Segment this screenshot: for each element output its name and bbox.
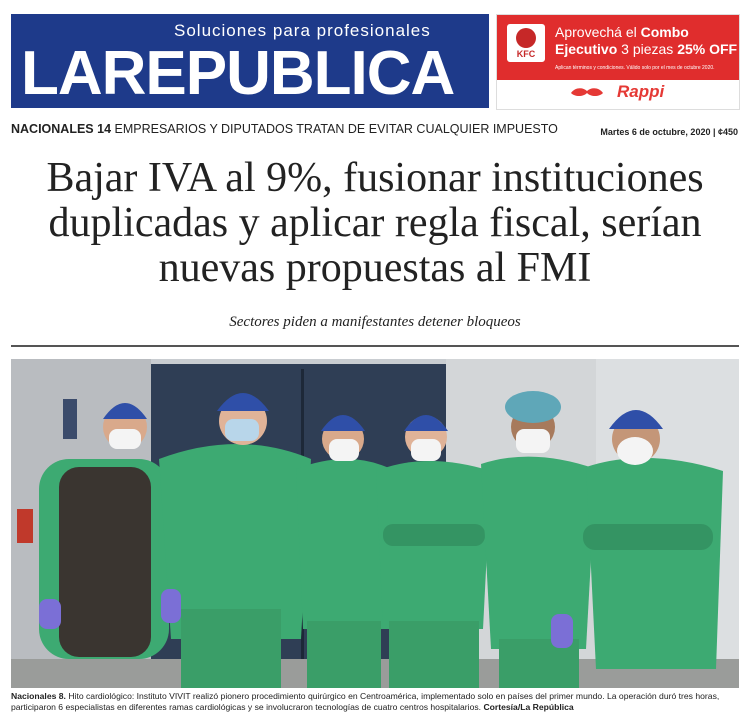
kfc-rappi-ad[interactable] <box>496 14 740 110</box>
ad-line-2: Ejecutivo 3 piezas 25% OFF <box>555 41 738 57</box>
kfc-logo-text: KFC <box>516 49 536 59</box>
kfc-logo-icon <box>507 24 545 62</box>
photo-caption <box>11 691 739 713</box>
masthead[interactable] <box>11 14 489 108</box>
subheadline[interactable]: Sectores piden a manifestantes detener bloqueos <box>229 314 521 330</box>
section-label: NACIONALES 14 <box>11 122 112 136</box>
section-teaser-text: EMPRESARIOS Y DIPUTADOS TRATAN DE EVITAR CUALQUIER IMPUESTO <box>114 122 558 136</box>
lead-photo[interactable] <box>11 359 739 688</box>
rappi-logo: Rappi <box>617 82 665 101</box>
rappi-mustache-icon <box>569 87 605 99</box>
ad-line-1: Aprovechá el Combo <box>555 24 689 40</box>
caption-text: Hito cardiológico: Instituto VIVIT realizó pionero procedimiento quirúrgico en Centroamérica, implementado solo en países del primer mundo. La operación duró tres horas, participaron 6 especialistas en diferentes ramas cardiológicas y se involucraron tecnologías de cuatro centros hospitalarios. <box>11 691 720 712</box>
main-headline[interactable]: Bajar IVA al 9%, fusionar instituciones duplicadas y aplicar regla fiscal, serían nuevas propuestas al FMI <box>46 155 704 291</box>
newspaper-logo: LAREPUBLICA <box>21 39 455 108</box>
caption-lead: Nacionales 8. <box>11 691 66 701</box>
ad-fine-print: Aplican términos y condiciones. Válido solo por el mes de octubre 2020. <box>555 65 715 71</box>
section-teaser[interactable] <box>11 122 558 136</box>
ad-banner <box>497 15 739 80</box>
dateline: Martes 6 de octubre, 2020 | ¢450 <box>600 127 738 137</box>
medical-team-photo <box>11 359 739 688</box>
masthead-tagline: Soluciones para profesionales <box>174 21 431 40</box>
caption-credit: Cortesía/La República <box>483 702 574 712</box>
divider-rule <box>11 345 739 347</box>
